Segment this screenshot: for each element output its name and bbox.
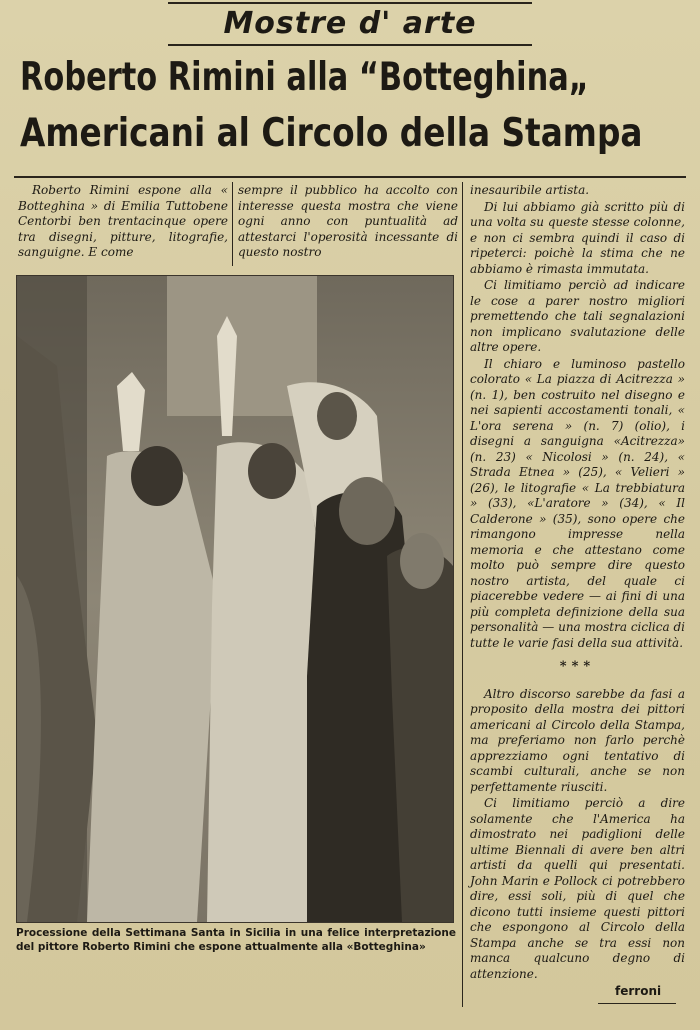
article-column-1	[18, 183, 228, 261]
photo-caption: Processione della Settimana Santa in Sicilia in una felice interpretazione del pittore Roberto Rimini che espone attualmente alla «Botteghina»	[16, 927, 456, 953]
headline-line-2: Americani al Circolo della Stampa	[20, 111, 643, 156]
signature-rule	[598, 1003, 676, 1004]
headline-rule	[14, 176, 686, 178]
article-paragraph: sempre il pubblico ha accolto con interesse questa mostra che viene ogni anno con puntualità ad attestarci l'operosità incessante di questo nostro	[238, 183, 458, 259]
column-divider-2	[462, 182, 463, 1007]
headline	[20, 50, 690, 162]
author-signature: ferroni	[615, 984, 662, 998]
column-divider-1	[232, 182, 233, 266]
article-paragraph: inesauribile artista.	[470, 183, 590, 197]
procession-painting-image	[17, 276, 453, 922]
article-paragraph: Ci limitiamo perciò ad indicare le cose a parer nostro migliori premettendo che tali segnalazioni non implicano svalutazione delle altre opere.	[470, 278, 685, 354]
section-separator: ***	[559, 659, 596, 674]
article-paragraph: Ci limitiamo perciò a dire solamente che l'America ha dimostrato nei padiglioni delle ultime Biennali di avere ben altri artisti da quelli qui presentati. John Marin e Pollock ci potrebbero dire, essi soli, più di quel che dicono tutti insieme questi pittori che espongono al Circolo della Stampa anche se tra essi non manca qualcuno degno di attenzione.	[470, 796, 685, 981]
article-paragraph: Roberto Rimini espone alla « Botteghina » di Emilia Tuttobene Centorbi ben trentacinque opere tra disegni, pitture, litografie, sanguigne. E come	[18, 183, 228, 259]
article-paragraph: Il chiaro e luminoso pastello colorato « La piazza di Acitrezza » (n. 1), ben costruito nel disegno e nei sapienti accostamenti tonali, « L'ora serena » (n. 7) (olio), i disegni a sanguigna «Acitrezza» (n. 23) « Nicolosi » (n. 24), « Strada Etnea » (25), « Velieri » (26), le litografie « La trebbiatura » (33), «L'aratore » (34), « Il Calderone » (35), sono opere che rimangono impresse nella memoria e che attestano come molto può sempre dire questo nostro artista, del quale ci piacerebbe vedere — ai fini di una più completa definizione della sua personalità — una mostra ciclica di tutte le varie fasi della sua attività.	[470, 356, 685, 650]
section-kicker: Mostre d' arte	[223, 6, 477, 41]
article-column-3	[470, 183, 685, 983]
headline-line-1: Roberto Rimini alla “Botteghina„	[20, 55, 589, 100]
kicker-bottom-rule	[168, 44, 532, 46]
article-column-2	[238, 183, 458, 261]
artwork-photo	[16, 275, 454, 923]
article-paragraph: Di lui abbiamo già scritto più di una volta su queste stesse colonne, e non ci sembra quindi il caso di ripeterci: poichè la stima che ne abbiamo è rimasta immutata.	[470, 199, 685, 276]
article-paragraph: Altro discorso sarebbe da fasi a proposito della mostra dei pittori americani al Circolo della Stampa, ma preferiamo non farlo perchè apprezziamo ogni tentativo di scambi culturali, anche se non perfettamente riusciti.	[470, 686, 685, 794]
